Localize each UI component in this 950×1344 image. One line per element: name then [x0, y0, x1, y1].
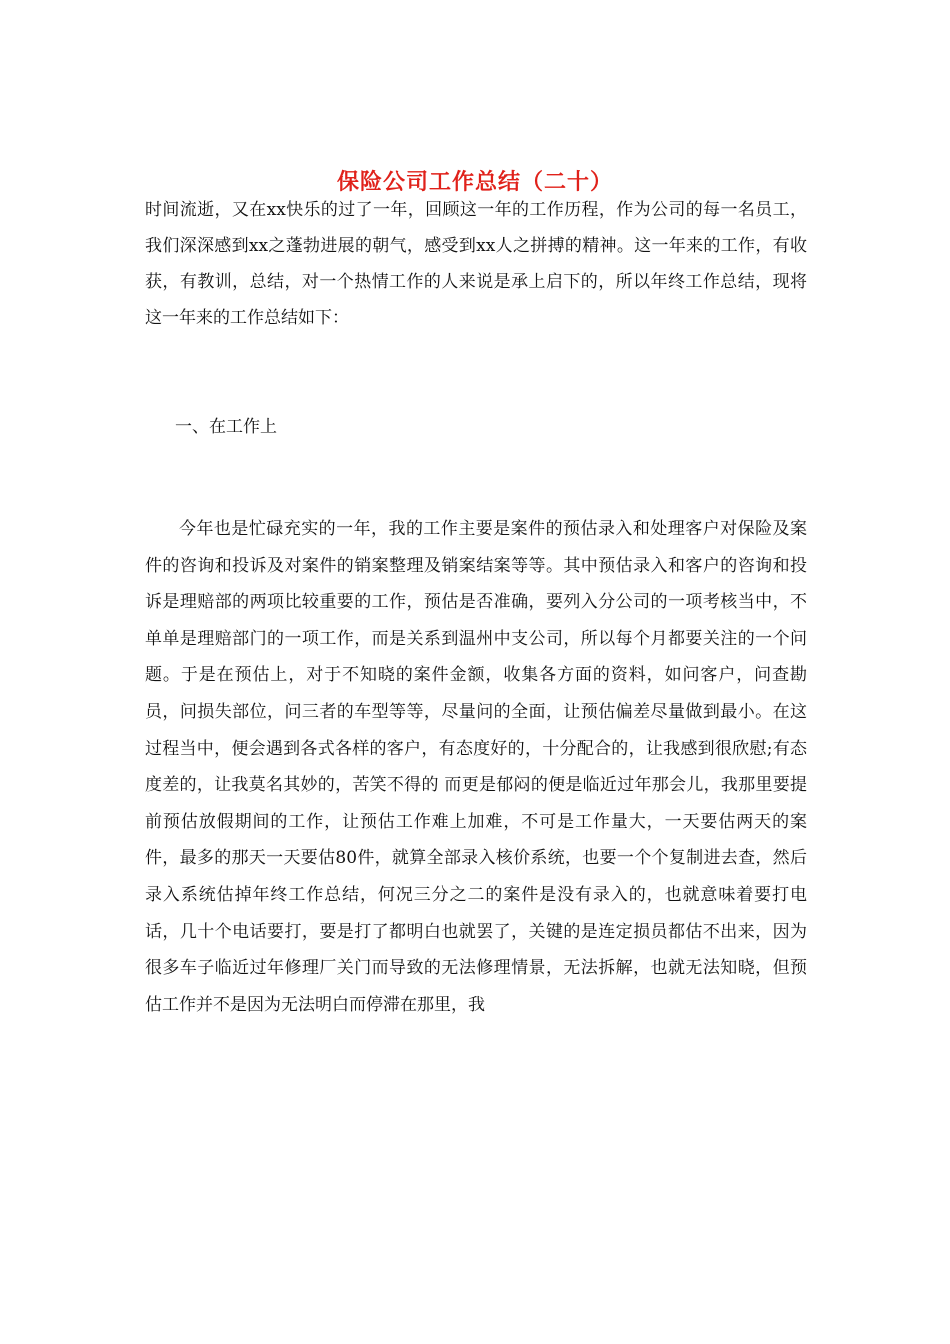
document-title: 保险公司工作总结（二十） [336, 168, 613, 195]
body-paragraph: 今年也是忙碌充实的一年，我的工作主要是案件的预估录入和处理客户对保险及案件的咨询和投诉及对案件的销案整理及销案结案等等。其中预估录入和客户的咨询和投诉是理赔部的两项比较重要的工作，预估是否准确，要列入分公司的一项考核当中，不单单是理赔部门的一项工作，而是关系到温州中支公司，所以每个月都要关注的一个问题。于是在预估上，对于不知晓的案件金额，收集各方面的资料，如问客户，问查勘员，问损失部位，问三者的车型等等，尽量问的全面，让预估偏差尽量做到最小。在这过程当中，便会遇到各式各样的客户，有态度好的，十分配合的，让我感到很欣慰;有态度差的，让我莫名其妙的，苦笑不得的 而更是郁闷的便是临近过年那会儿，我那里要提前预估放假期间的工作，让预估工作难上加难，不可是工作量大，一天要估两天的案件，最多的那天一天要估80件，就算全部录入核价系统，也要一个个复制进去查，然后录入系统估掉年终工作总结，何况三分之二的案件是没有录入的，也就意味着要打电话，几十个电话要打，要是打了都明白也就罢了，关键的是连定损员都估不出来，因为很多车子临近过年修理厂关门而导致的无法修理情景，无法拆解，也就无法知晓，但预估工作并不是因为无法明白而停滞在那里，我 [145, 519, 807, 1015]
intro-paragraph: 时间流逝，又在xx快乐的过了一年，回顾这一年的工作历程，作为公司的每一名员工，我们深深感到xx之蓬勃进展的朝气，感受到xx人之拼搏的精神。这一年来的工作，有收获，有教训，总结，对一个热情工作的人来说是承上启下的，所以年终工作总结，现将这一年来的工作总结如下： [145, 200, 807, 328]
section-heading: 一、在工作上 [175, 417, 277, 437]
